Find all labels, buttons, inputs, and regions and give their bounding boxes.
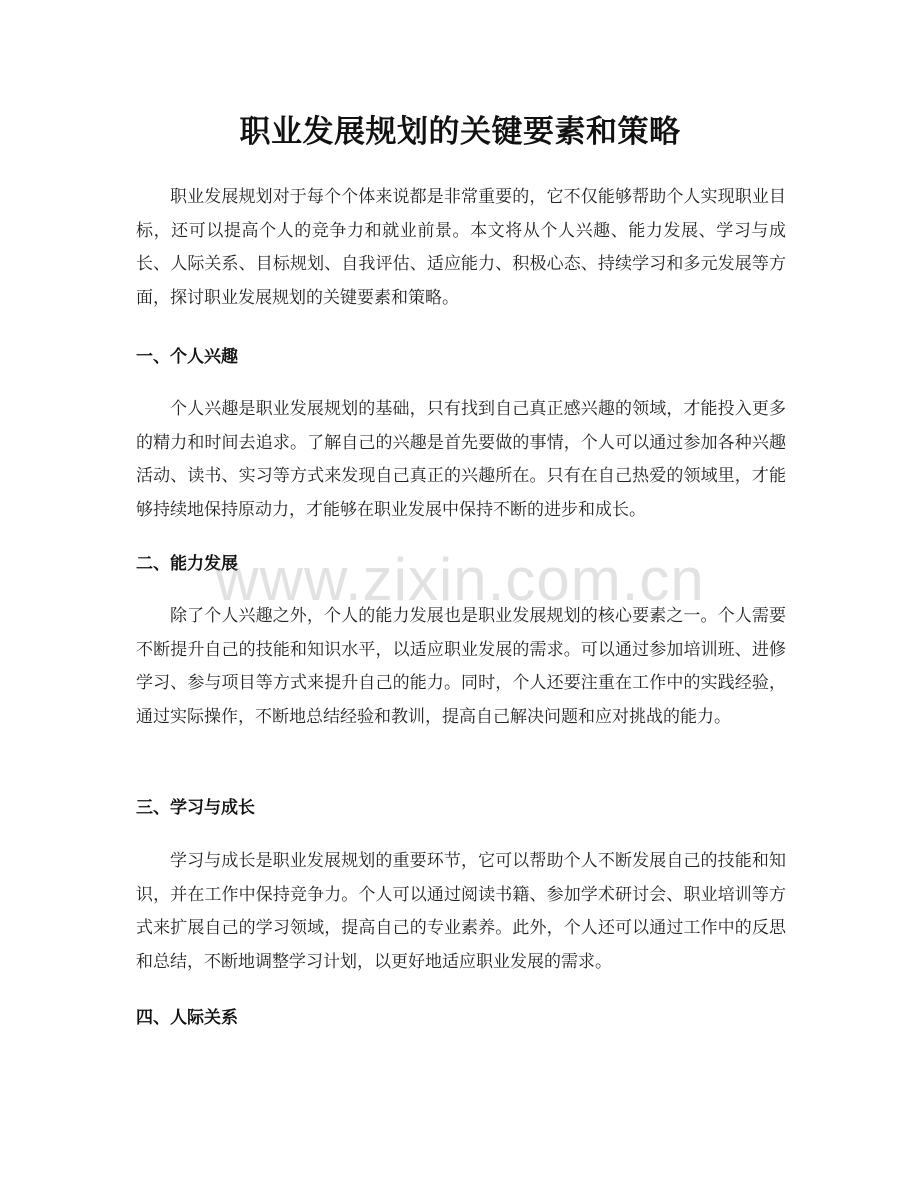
section-body-ability-development: 除了个人兴趣之外，个人的能力发展也是职业发展规划的核心要素之一。个人需要不断提升自己的技能和知识水平，以适应职业发展的需求。可以通过参加培训班、进修学习、参与项目等方式来提升自己的能力。同时，个人还要注重在工作中的实践经验，通过实际操作，不断地总结经验和教训，提高自己解决问题和应对挑战的能力。: [136, 606, 786, 727]
section-heading-personal-interest: 一、个人兴趣: [136, 347, 238, 367]
document-title: 职业发展规划的关键要素和策略: [239, 114, 681, 150]
watermark: www.zixin.com.cn: [215, 546, 705, 613]
section-body-learning-growth: 学习与成长是职业发展规划的重要环节，它可以帮助个人不断发展自己的技能和知识，并在工作中保持竞争力。个人可以通过阅读书籍、参加学术研讨会、职业培训等方式来扩展自己的学习领域，提高自己的专业素养。此外，个人还可以通过工作中的反思和总结，不断地调整学习计划，以更好地适应职业发展的需求。: [136, 851, 786, 972]
section-heading-interpersonal-relations: 四、人际关系: [136, 1008, 238, 1028]
section-heading-ability-development: 二、能力发展: [136, 554, 238, 574]
intro-paragraph: 职业发展规划对于每个个体来说都是非常重要的，它不仅能够帮助个人实现职业目标，还可以提高个人的竞争力和就业前景。本文将从个人兴趣、能力发展、学习与成长、人际关系、目标规划、自我评估、适应能力、积极心态、持续学习和多元发展等方面，探讨职业发展规划的关键要素和策略。: [136, 187, 786, 308]
section-body-personal-interest: 个人兴趣是职业发展规划的基础，只有找到自己真正感兴趣的领域，才能投入更多的精力和时间去追求。了解自己的兴趣是首先要做的事情，个人可以通过参加各种兴趣活动、读书、实习等方式来发现自己真正的兴趣所在。只有在自己热爱的领域里，才能够持续地保持原动力，才能够在职业发展中保持不断的进步和成长。: [136, 399, 786, 520]
section-heading-learning-growth: 三、学习与成长: [136, 798, 255, 818]
